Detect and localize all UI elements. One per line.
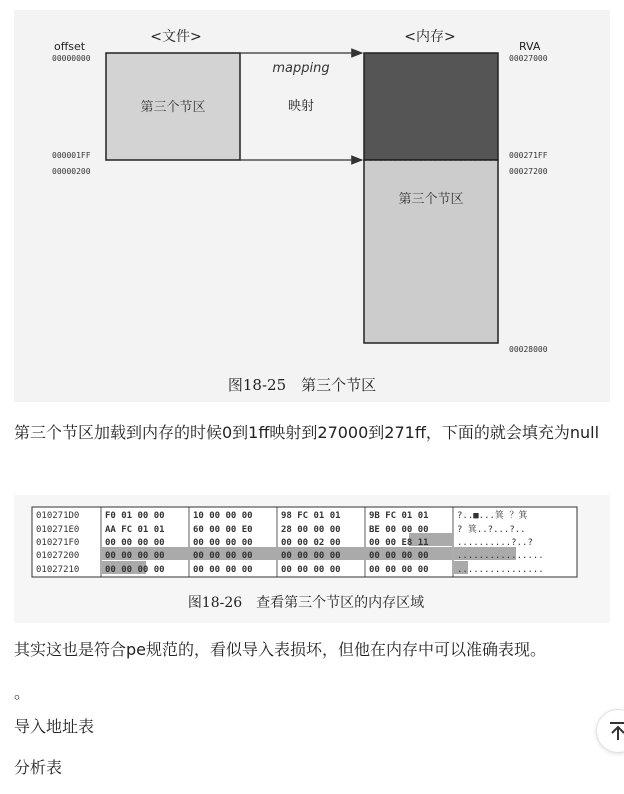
- figure-memory-dump: [14, 495, 610, 623]
- memory-header: <内存>: [404, 29, 456, 45]
- file-section-label: 第三个节区: [140, 100, 206, 115]
- figure-caption: 图18-25 第三个节区: [227, 376, 377, 394]
- rva-value: 000271FF: [509, 151, 548, 160]
- dump-ascii: ?..■...箕 ？箕: [457, 511, 528, 521]
- dump-bytes: 28 00 00 00: [281, 525, 341, 535]
- paragraph-iat: 导入地址表: [14, 717, 95, 736]
- file-header: <文件>: [150, 29, 202, 45]
- rva-value: 00028000: [509, 345, 548, 354]
- dump-ascii: ? 箕..?...?..: [457, 525, 526, 535]
- figure-section-mapping: [14, 10, 610, 402]
- dump-addr: 01027210: [36, 565, 80, 575]
- mapping-cn-label: 映射: [287, 99, 315, 114]
- rva-value: 00027200: [509, 167, 548, 176]
- offset-value: 000001FF: [52, 151, 91, 160]
- dump-bytes: 00 00 00 00: [193, 538, 253, 548]
- dump-bytes: 60 00 00 E0: [193, 525, 253, 535]
- dump-bytes: 98 FC 01 01: [281, 511, 341, 521]
- mapping-en-label: mapping: [272, 61, 330, 76]
- dump-bytes: 00 00 00 00: [281, 565, 341, 575]
- dump-bytes: 00 00 00 00: [193, 551, 253, 561]
- rva-label: RVA: [519, 40, 541, 53]
- dump-bytes: 00 00 00 00: [369, 565, 429, 575]
- offset-value: 00000000: [52, 54, 91, 63]
- dump-ascii: ................: [457, 551, 544, 561]
- offset-value: 00000200: [52, 167, 91, 176]
- dump-bytes: 10 00 00 00: [193, 511, 253, 521]
- dump-bytes: AA FC 01 01: [105, 525, 165, 535]
- dump-bytes: 00 00 00 00: [105, 551, 165, 561]
- dump-bytes: 00 00 E8 11: [369, 538, 429, 548]
- dump-bytes: BE 00 00 00: [369, 525, 429, 535]
- paragraph-pe-note: 其实这也是符合pe规范的，看似导入表损坏，但他在内存中可以准确表现。: [14, 640, 547, 659]
- memory-padding-block: [364, 160, 498, 343]
- dump-addr: 010271D0: [36, 511, 80, 521]
- memory-section-label: 第三个节区: [398, 192, 464, 207]
- dump-bytes: F0 01 00 00: [105, 511, 165, 521]
- dump-bytes: 00 00 02 00: [281, 538, 341, 548]
- dump-bytes: 00 00 00 00: [193, 565, 253, 575]
- paragraph-mapping-note: 第三个节区加载到内存的时候0到1ff映射到27000到271ff，下面的就会填充为null: [14, 423, 600, 442]
- dump-bytes: 9B FC 01 01: [369, 511, 429, 521]
- dump-bytes: 00 00 00 00: [105, 565, 165, 575]
- dump-ascii: ..........?..?: [457, 538, 533, 548]
- memory-mapped-block: [364, 53, 498, 160]
- dump-bytes: 00 00 00 00: [281, 551, 341, 561]
- dump-addr: 01027200: [36, 551, 80, 561]
- dump-bytes: 00 00 00 00: [105, 538, 165, 548]
- dump-bytes: 00 00 00 00: [369, 551, 429, 561]
- dump-addr: 010271E0: [36, 525, 80, 535]
- rva-value: 00027000: [509, 54, 548, 63]
- dump-ascii: ................: [457, 565, 544, 575]
- arrow-up-icon: [606, 719, 624, 743]
- offset-label: offset: [54, 40, 86, 53]
- figure-caption: 图18-26 查看第三个节区的内存区域: [187, 595, 425, 611]
- paragraph-analysis: 分析表: [14, 758, 63, 777]
- dump-addr: 010271F0: [36, 538, 80, 548]
- paragraph-period: 。: [14, 683, 31, 702]
